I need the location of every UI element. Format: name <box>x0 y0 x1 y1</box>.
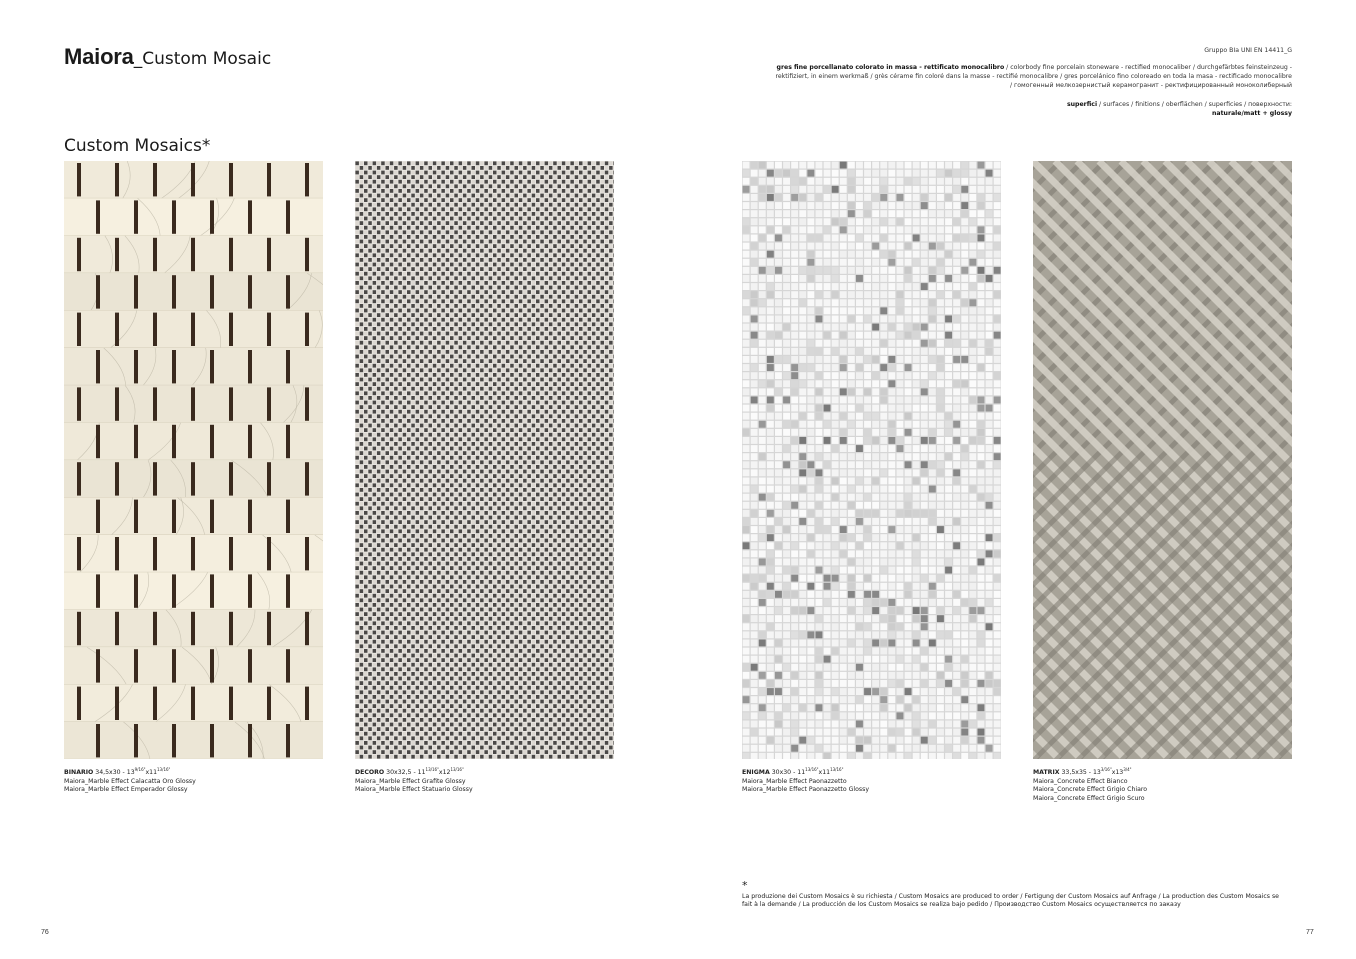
product-size-x: x11 <box>145 769 158 777</box>
product-size: 30x32,5 - 11 <box>386 769 426 777</box>
size-fraction: 3/16" <box>1100 767 1112 772</box>
size-fraction: 3/4" <box>1123 767 1132 772</box>
brand-name: Maiora <box>64 44 134 69</box>
material-rest: / colorbody fine porcelain stoneware - rectified monocaliber / durchgefärbtes feinsteinzeug - rektifiziert, in einem werkmaß / grès cérame fin coloré dans la masse - rectifié monocalibre / gres porcelánico fino coloreado en toda la masa - rectificado monocalibre / гомогенный мелкозернистый керамогранит - ректифицированный моноколиберный <box>775 64 1292 89</box>
page-number-right: 77 <box>1306 929 1314 936</box>
product-line: Maiora_Marble Effect Paonazzetto <box>742 777 847 785</box>
product-line: Maiora_Marble Effect Emperador Glossy <box>64 786 188 794</box>
size-fraction: 13/16" <box>805 767 819 772</box>
size-fraction: 13/16" <box>425 767 439 772</box>
size-fraction: 13/16" <box>157 767 171 772</box>
matrix-caption <box>1033 766 1333 803</box>
product-name: DECORO <box>355 769 385 777</box>
product-size: 34,5x30 - 13 <box>95 769 135 777</box>
enigma-mosaic-image <box>742 161 1001 759</box>
product-size: 30x30 - 11 <box>771 769 806 777</box>
product-line: Maiora_Marble Effect Calacatta Oro Glossy <box>64 777 196 785</box>
matrix-pattern <box>1033 161 1292 759</box>
decoro-pattern <box>355 161 614 759</box>
product-line: Maiora_Concrete Effect Grigio Scuro <box>1033 794 1145 802</box>
enigma-pattern <box>742 161 1001 759</box>
enigma-caption <box>742 766 1042 795</box>
footnote <box>742 879 1282 910</box>
section-title-text: Custom Mosaics <box>64 136 202 156</box>
decoro-caption <box>355 766 655 795</box>
surfaces-text <box>772 100 1292 109</box>
section-title <box>64 136 210 156</box>
surfaces-rest: / surfaces / finitions / oberflächen / superficies / поверхности: <box>1097 101 1292 108</box>
product-name: BINARIO <box>64 769 94 777</box>
product-name: MATRIX <box>1033 769 1060 777</box>
product-line: Maiora_Marble Effect Statuario Glossy <box>355 786 473 794</box>
material-text <box>772 63 1292 90</box>
standard-text: Gruppo BIa UNI EN 14411_G <box>1204 47 1292 54</box>
spec-block <box>772 46 1292 118</box>
product-line: Maiora_Marble Effect Grafite Glossy <box>355 777 466 785</box>
collection-subtitle: _Custom Mosaic <box>133 49 272 69</box>
product-size: 33,5x35 - 13 <box>1061 769 1101 777</box>
page-number-left: 76 <box>41 929 49 936</box>
product-line: Maiora_Concrete Effect Grigio Chiaro <box>1033 786 1148 794</box>
section-star: * <box>201 136 211 156</box>
product-name: ENIGMA <box>742 769 770 777</box>
product-size-x: x11 <box>818 769 831 777</box>
size-fraction: 9/16" <box>134 767 146 772</box>
size-fraction: 13/16" <box>830 767 844 772</box>
binario-pattern <box>64 161 323 759</box>
footnote-text: La produzione dei Custom Mosaics è su richiesta / Custom Mosaics are produced to order / Fertigung der Custom Mosaics auf Anfrage / La production des Custom Mosaics se fait à la demande / La producción de los Custom Mosaics se realiza bajo pedido / Производство Custom Mosaics осуществляется по заказу <box>742 892 1279 909</box>
product-size-x: x12 <box>438 769 451 777</box>
decoro-mosaic-image <box>355 161 614 759</box>
size-fraction: 13/16" <box>450 767 464 772</box>
footnote-star: * <box>742 879 748 892</box>
product-line: Maiora_Marble Effect Paonazzetto Glossy <box>742 786 869 794</box>
surfaces-bold: superfici <box>1066 101 1098 108</box>
page-title <box>64 44 271 70</box>
material-bold: gres fine porcellanato colorato in massa - rettificato monocalibro <box>776 64 1005 71</box>
binario-caption <box>64 766 364 795</box>
binario-mosaic-image <box>64 161 323 759</box>
product-line: Maiora_Concrete Effect Bianco <box>1033 777 1128 785</box>
matrix-mosaic-image <box>1033 161 1292 759</box>
product-size-x: x13 <box>1111 769 1124 777</box>
finish-text: naturale/matt + glossy <box>1212 110 1292 117</box>
